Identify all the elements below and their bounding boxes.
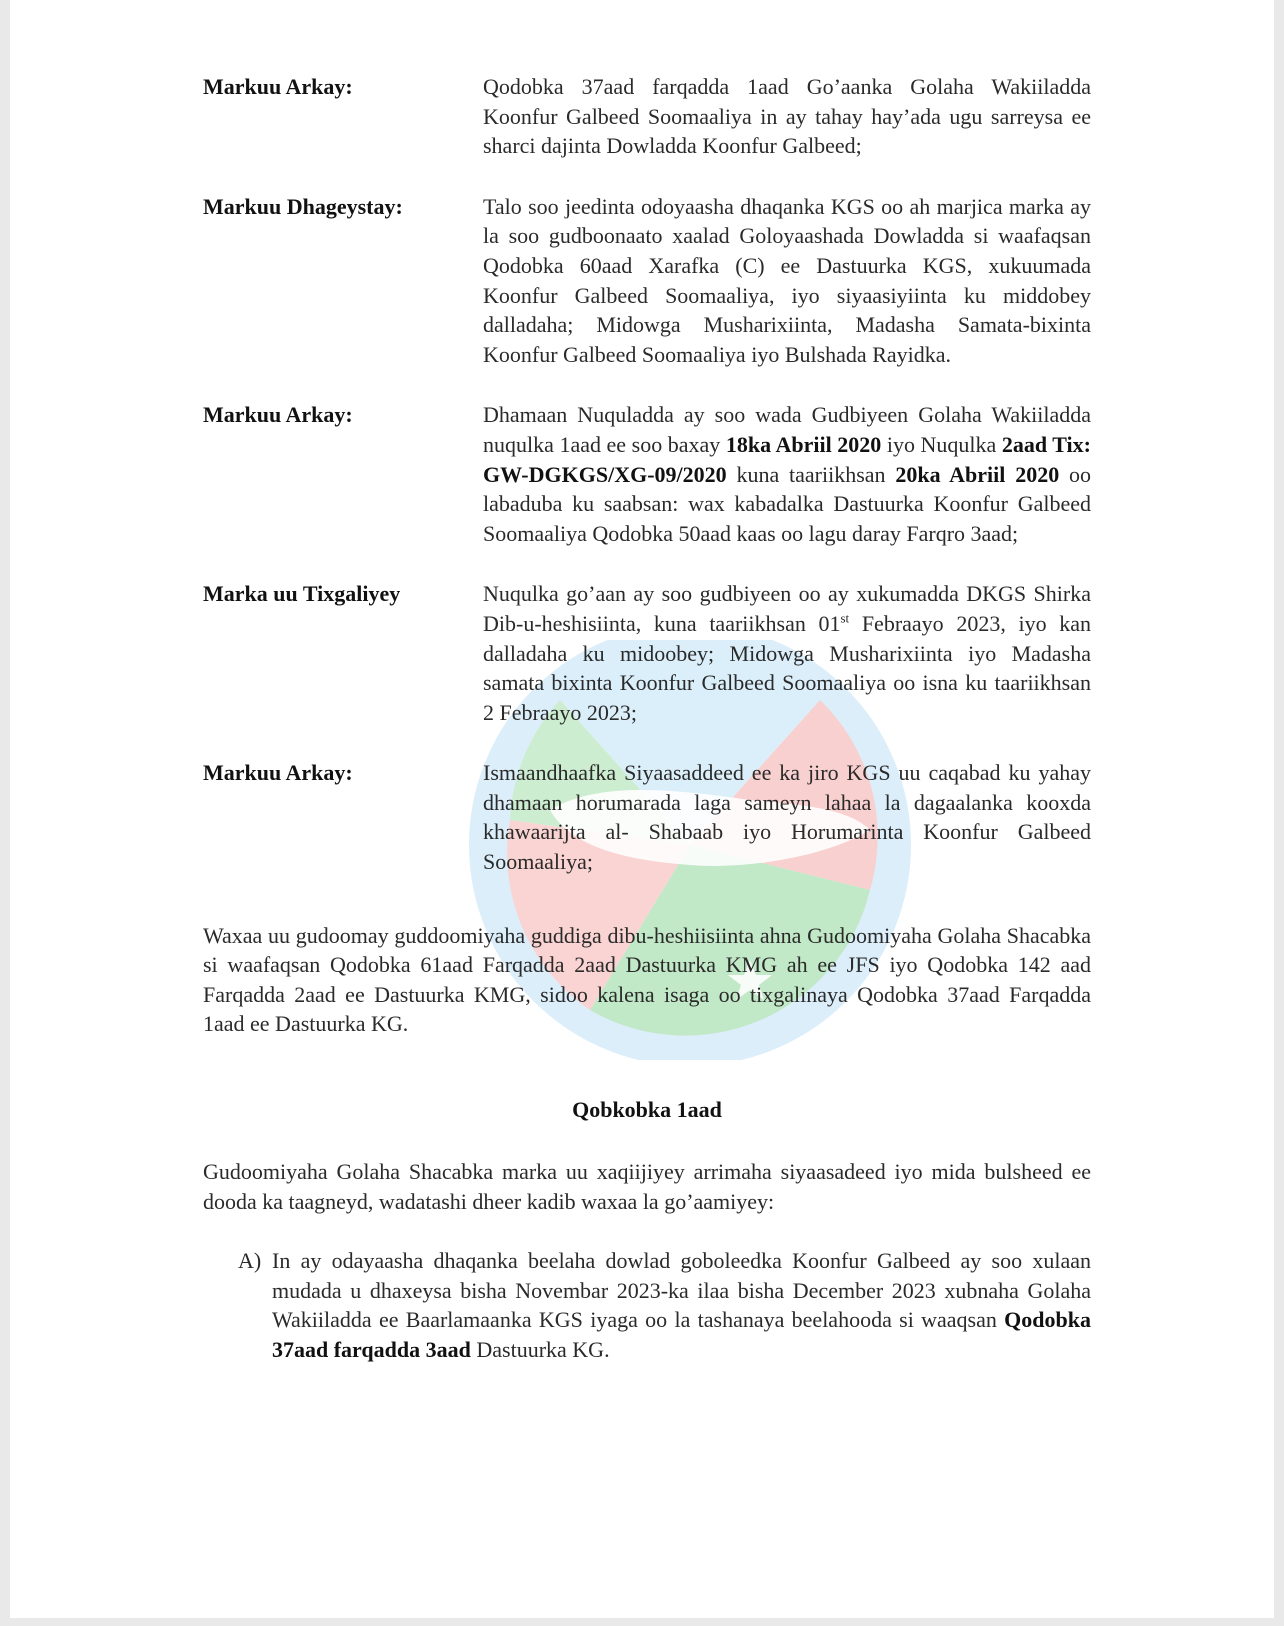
clause-text: Ismaandhaafka Siyaasaddeed ee ka jiro KGS uu caqabad ku yahay dhamaan horumarada laga sameyn lahaa la dagaalanka kooxda khawaarijta al- Shabaab iyo Horumarinta Koonfur Galbeed Soomaaliya;: [483, 760, 1091, 875]
clause-term: Markuu Arkay:: [203, 760, 353, 786]
list-item-text: [272, 1246, 1091, 1364]
clause-term: Marka uu Tixgaliyey: [203, 581, 401, 607]
intro-paragraph: Gudoomiyaha Golaha Shacabka marka uu xaqiijiyey arrimaha siyaasadeed iyo mida bulsheed ee dooda ka taagneyd, wadatashi dheer kadib waxaa la go’aamiyey:: [203, 1159, 1091, 1214]
resolution-paragraph: Waxaa uu gudoomay guddoomiyaha guddiga dibu-heshiisiinta ahna Gudoomiyaha Golaha Shacabka si waafaqsan Qodobka 61aad Farqadda 2aad Dastuurka KMG ah ee JFS iyo Qodobka 142 aad Farqadda 2aad ee Dastuurka KMG, sidoo kalena isaga oo tixgalinaya Qodobka 37aad Farqadda 1aad ee Dastuurka KG.: [203, 922, 1091, 1037]
list-marker: A): [238, 1248, 262, 1274]
clause-term: Markuu Arkay:: [203, 402, 353, 428]
clause-row: [203, 72, 1091, 161]
clause-row: [203, 192, 1091, 370]
text-segment: Nuqulka go’aan ay soo gudbiyeen oo ay xukumadda DKGS Shirka Dib-u-heshisiinta, kuna taariikhsan 01: [483, 581, 1091, 636]
clause-term: Markuu Arkay:: [203, 74, 353, 99]
ordinal-suffix: st: [840, 610, 850, 626]
text-segment: iyo Nuqulka: [881, 431, 1002, 457]
text-segment: Febraayo 2023, iyo kan dalladaha ku midoobey; Midowga Musharixiinta iyo Madasha samata bixinta Koonfur Galbeed Soomaaliya oo isna ku taariikhsan 2 Febraayo 2023;: [483, 610, 1092, 725]
clause-text: [483, 400, 1091, 548]
document-body: [203, 72, 1091, 1365]
text-segment: oo labaduba ku saabsan: wax kabadalka Dastuurka Koonfur Galbeed Soomaaliya Qodobka 50aad kaas oo lagu daray Farqro 3aad;: [483, 461, 1092, 546]
text-segment: Dhamaan Nuquladda ay soo wada Gudbiyeen Golaha Wakiiladda nuqulka 1aad ee soo baxay: [483, 402, 1091, 457]
text-segment: kuna taariikhsan: [726, 461, 896, 487]
clause-row: [203, 758, 1091, 876]
list-item: [238, 1246, 1091, 1364]
section-heading: Qobkobka 1aad: [572, 1097, 722, 1123]
text-segment: Dastuurka KG.: [470, 1337, 610, 1362]
clause-row: [203, 400, 1091, 548]
bold-date: 20ka Abriil 2020: [895, 461, 1060, 487]
bold-reference: 2aad Tix: GW-DGKGS/XG-09/2020: [483, 431, 1091, 487]
clause-term: Markuu Dhageystay:: [203, 193, 403, 219]
bold-date: 18ka Abriil 2020: [725, 431, 882, 457]
text-segment: In ay odayaasha dhaqanka beelaha dowlad goboleedka Koonfur Galbeed ay soo xulaan mudada u dhaxeysa bisha Novembar 2023-ka ilaa bisha December 2023 xubnaha Golaha Wakiiladda ee Baarlamaanka KGS iyaga oo la tashanaya beelahooda si waaqsan: [272, 1248, 1091, 1333]
document-page: [10, 0, 1274, 1618]
bold-reference: Qodobka 37aad farqadda 3aad: [272, 1307, 1091, 1362]
clause-text: Qodobka 37aad farqadda 1aad Go’aanka Golaha Wakiiladda Koonfur Galbeed Soomaaliya in ay tahay hay’ada ugu sarreysa ee sharci dajinta Dowladda Koonfur Galbeed;: [483, 74, 1091, 159]
clause-text: [483, 579, 1091, 727]
clause-text: Talo soo jeedinta odoyaasha dhaqanka KGS oo ah marjica marka ay la soo gudboonaato xaalad Goloyaashada Dowladda si waafaqsan Qodobka 60aad Xarafka (C) ee Dastuurka KGS, xukuumada Koonfur Galbeed Soomaaliya, iyo siyaasiyiinta ku middobey dalladaha; Midowga Musharixiinta, Madasha Samata-bixinta Koonfur Galbeed Soomaaliya iyo Bulshada Rayidka.: [483, 193, 1091, 367]
clause-row: [203, 579, 1091, 727]
